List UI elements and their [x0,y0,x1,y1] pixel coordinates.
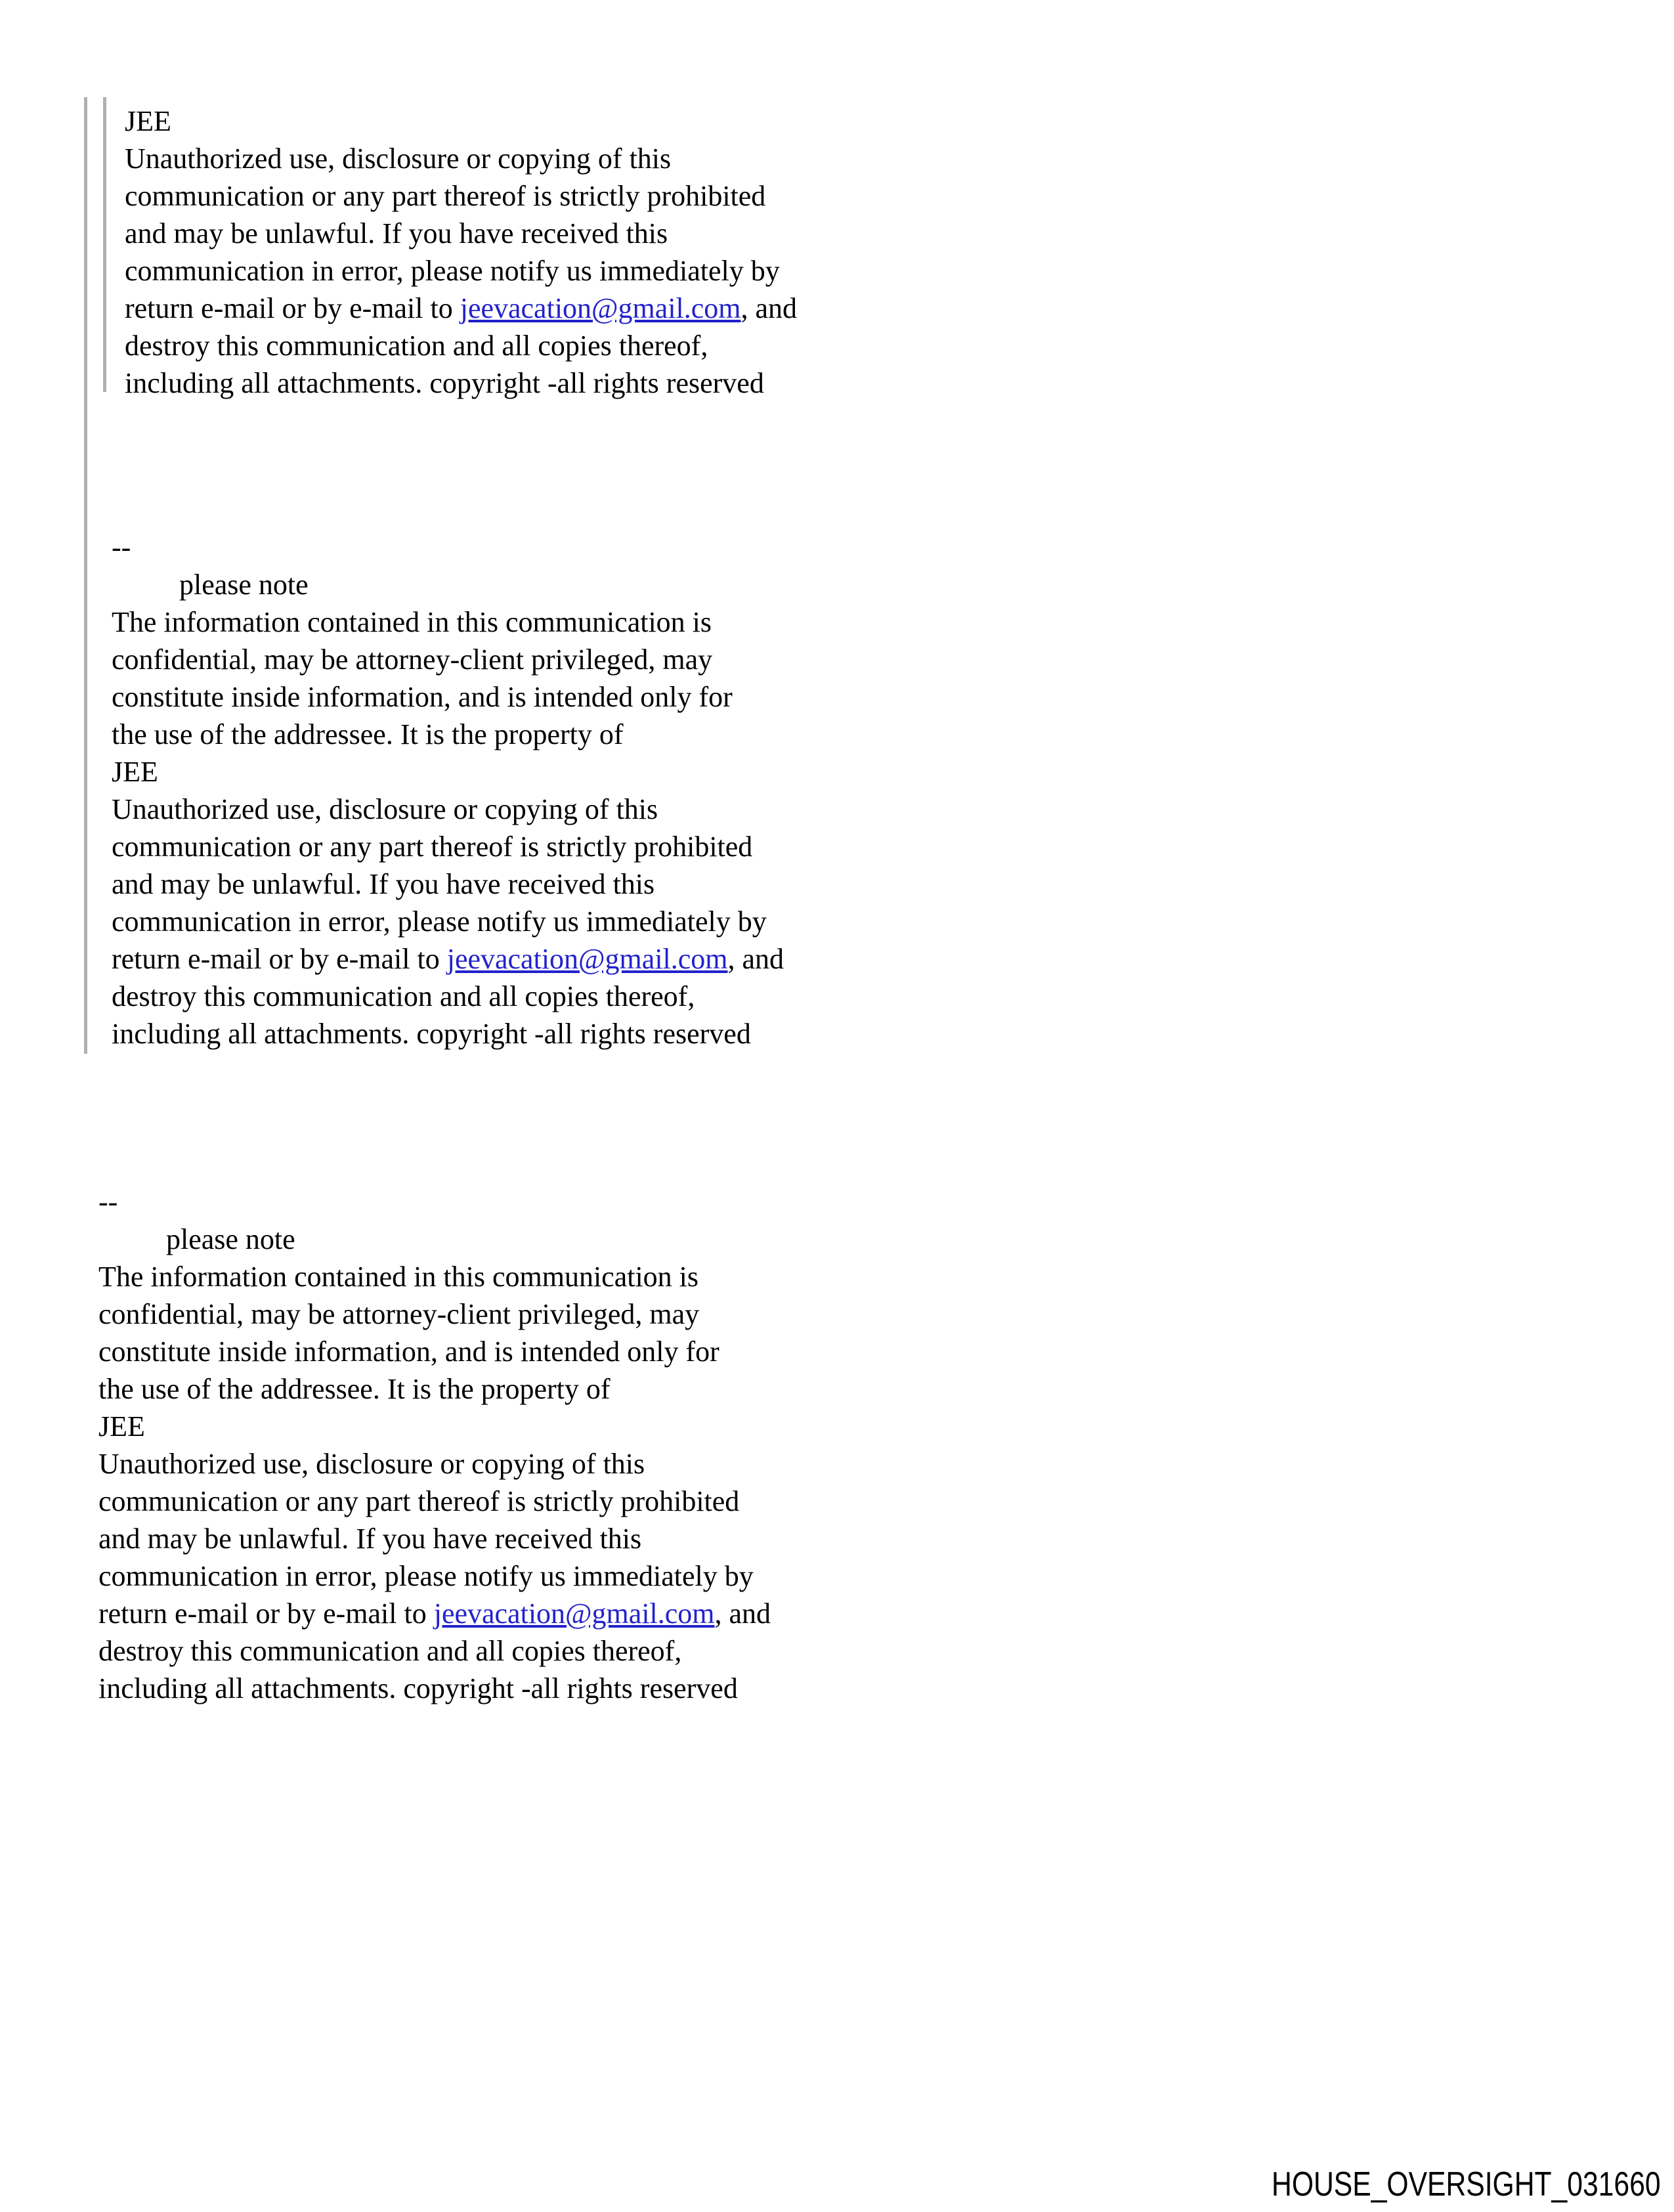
bates-number: HOUSE_OVERSIGHT_031660 [1272,2165,1661,2203]
quote-bar-inner [103,97,106,392]
email-disclaimer-block-middle [112,529,784,1052]
text-line: please note [179,569,309,601]
text-line: Unauthorized use, disclosure or copying of this [125,142,672,175]
text-line: destroy this communication and all copies thereof, [125,330,708,362]
email-link[interactable]: jeevacation@gmail.com [460,292,741,324]
text-line: confidential, may be attorney-client privileged, may [98,1298,700,1330]
text-line: communication in error, please notify us immediately by [112,905,767,938]
text-line: JEE [98,1410,145,1442]
text-line: the use of the addressee. It is the property of [98,1373,611,1405]
text-line: destroy this communication and all copies thereof, [98,1635,682,1667]
text-line: the use of the addressee. It is the property of [112,718,624,750]
text-line: communication or any part thereof is strictly prohibited [125,180,766,212]
email-link[interactable]: jeevacation@gmail.com [446,943,728,975]
text-line: communication in error, please notify us immediately by [98,1560,754,1592]
text-line: constitute inside information, and is intended only for [98,1335,719,1368]
text-line: including all attachments. copyright -all rights reserved [125,367,764,399]
text-line: and may be unlawful. If you have received this [98,1523,642,1555]
quote-bar-outer [84,97,87,1054]
text-line: -- [98,1186,118,1218]
text-line: -- [112,531,131,563]
text-line: constitute inside information, and is intended only for [112,681,733,713]
text-line: The information contained in this communication is [112,606,712,638]
text-line: return e-mail or by e-mail to jeevacation@gmail.com, and [125,292,798,324]
text-line: communication or any part thereof is strictly prohibited [98,1485,740,1517]
text-line: return e-mail or by e-mail to jeevacation@gmail.com, and [98,1597,771,1630]
text-line: including all attachments. copyright -all rights reserved [98,1672,738,1704]
text-line: JEE [112,756,158,788]
text-line: and may be unlawful. If you have received this [112,868,655,900]
text-line: communication in error, please notify us immediately by [125,255,780,287]
text-line: The information contained in this communication is [98,1261,699,1293]
text-line: communication or any part thereof is strictly prohibited [112,831,753,863]
email-link[interactable]: jeevacation@gmail.com [433,1597,715,1630]
email-disclaimer-block-top [125,102,797,402]
text-line: JEE [125,105,171,137]
text-line: including all attachments. copyright -all rights reserved [112,1018,751,1050]
email-disclaimer-block-bottom [98,1183,771,1707]
text-line: return e-mail or by e-mail to jeevacation@gmail.com, and [112,943,784,975]
text-line: confidential, may be attorney-client privileged, may [112,643,713,676]
text-line: destroy this communication and all copies thereof, [112,980,695,1012]
text-line: Unauthorized use, disclosure or copying of this [98,1448,645,1480]
text-line: and may be unlawful. If you have received this [125,217,668,249]
text-line: Unauthorized use, disclosure or copying of this [112,793,658,825]
text-line: please note [166,1223,295,1255]
